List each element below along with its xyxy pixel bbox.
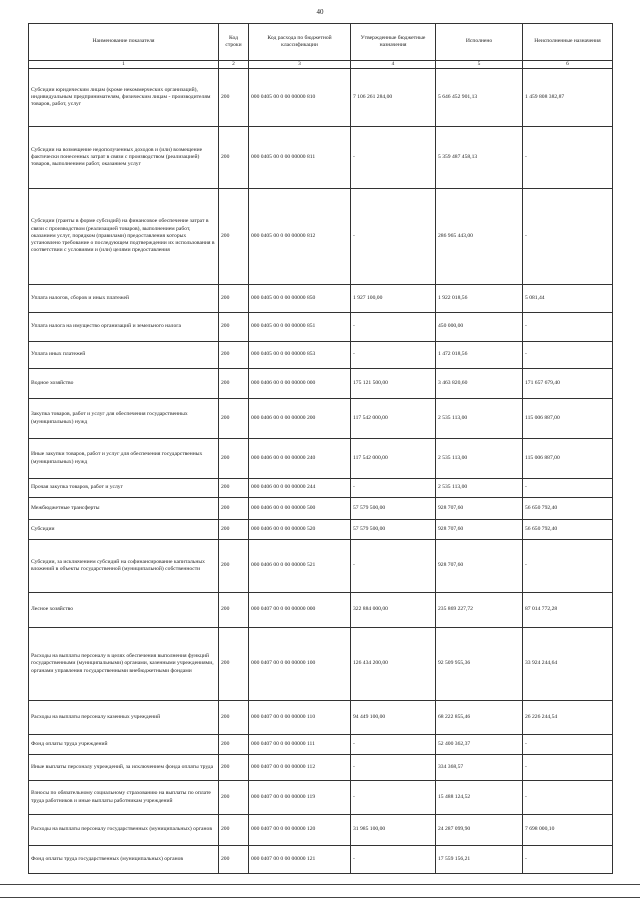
row-executed: 1 922 018,56 (436, 285, 523, 313)
row-approved: - (351, 735, 436, 755)
row-name: Расходы на выплаты персоналу государственных (муниципальных) органов (29, 815, 219, 846)
row-budget-code: 000 0405 00 0 00 00000 851 (249, 313, 351, 342)
row-line-code: 200 (219, 755, 249, 781)
header-approved: Утвержденные бюджетные назначения (351, 24, 436, 61)
row-approved: - (351, 755, 436, 781)
table-row (29, 439, 613, 479)
table-row (29, 498, 613, 520)
row-unexecuted: 115 006 887,00 (523, 439, 613, 479)
row-line-code: 200 (219, 285, 249, 313)
table-row (29, 342, 613, 369)
row-approved: - (351, 127, 436, 189)
row-line-code: 200 (219, 313, 249, 342)
row-executed: 17 559 156,21 (436, 846, 523, 874)
table-row (29, 846, 613, 874)
row-unexecuted: - (523, 755, 613, 781)
table-row (29, 69, 613, 127)
row-name: Субсидии юридическим лицам (кроме некоммерческих организаций), индивидуальным предпринимателям, физическим лицам - производителям товаров, работ, услуг (29, 69, 219, 127)
row-name: Расходы на выплаты персоналу в целях обеспечения выполнения функций государственными (муниципальными) органами, казенными учреждениями, органами управления государственными внебюджетными фондами (29, 628, 219, 701)
row-line-code: 200 (219, 189, 249, 285)
row-budget-code: 000 0406 00 0 00 00000 500 (249, 498, 351, 520)
row-approved: - (351, 846, 436, 874)
row-executed: 2 535 113,00 (436, 439, 523, 479)
row-line-code: 200 (219, 399, 249, 439)
column-number: 1 (29, 61, 219, 69)
table-row (29, 479, 613, 498)
row-line-code: 200 (219, 69, 249, 127)
column-number: 3 (249, 61, 351, 69)
row-unexecuted: 56 650 792,40 (523, 520, 613, 540)
row-executed: 1 472 018,56 (436, 342, 523, 369)
row-budget-code: 000 0406 00 0 00 00000 521 (249, 540, 351, 593)
row-line-code: 200 (219, 846, 249, 874)
row-name: Субсидии, за исключением субсидий на софинансирование капитальных вложений в объекты государственной (муниципальной) собственности (29, 540, 219, 593)
row-line-code: 200 (219, 540, 249, 593)
table-row (29, 127, 613, 189)
row-executed: 928 707,60 (436, 498, 523, 520)
table-row (29, 285, 613, 313)
table-row (29, 628, 613, 701)
table-row (29, 735, 613, 755)
row-approved: - (351, 479, 436, 498)
column-number: 2 (219, 61, 249, 69)
row-unexecuted: 5 081,44 (523, 285, 613, 313)
table-header-row (29, 24, 613, 61)
row-executed: 92 509 955,36 (436, 628, 523, 701)
row-approved: 31 985 100,00 (351, 815, 436, 846)
row-budget-code: 000 0407 00 0 00 00000 121 (249, 846, 351, 874)
row-name: Субсидии на возмещение недополученных доходов и (или) возмещение фактически понесенных затрат в связи с производством (реализацией) товаров, выполнением работ, оказанием услуг (29, 127, 219, 189)
row-name: Закупка товаров, работ и услуг для обеспечения государственных (муниципальных) нужд (29, 399, 219, 439)
table-row (29, 781, 613, 815)
row-executed: 928 707,60 (436, 520, 523, 540)
row-unexecuted: 26 226 244,54 (523, 701, 613, 735)
row-line-code: 200 (219, 520, 249, 540)
table-body (29, 69, 613, 874)
row-name: Иные выплаты персоналу учреждений, за исключением фонда оплаты труда (29, 755, 219, 781)
row-unexecuted: 56 650 792,40 (523, 498, 613, 520)
table-row (29, 520, 613, 540)
header-unexecuted: Неисполненные назначения (523, 24, 613, 61)
row-executed: 68 222 855,46 (436, 701, 523, 735)
table-row (29, 313, 613, 342)
row-unexecuted: - (523, 479, 613, 498)
budget-execution-table (28, 23, 613, 874)
row-unexecuted: - (523, 781, 613, 815)
row-name: Фонд оплаты труда учреждений (29, 735, 219, 755)
row-unexecuted: - (523, 540, 613, 593)
row-approved: - (351, 781, 436, 815)
row-approved: 126 434 200,00 (351, 628, 436, 701)
row-name: Взносы по обязательному социальному страхованию на выплаты по оплате труда работников и иные выплаты работникам учреждений (29, 781, 219, 815)
row-budget-code: 000 0407 00 0 00 00000 120 (249, 815, 351, 846)
table-row (29, 755, 613, 781)
row-name: Уплата иных платежей (29, 342, 219, 369)
row-approved: 94 449 100,00 (351, 701, 436, 735)
row-budget-code: 000 0407 00 0 00 00000 112 (249, 755, 351, 781)
page-bottom-rule (0, 897, 640, 898)
row-executed: 3 463 820,60 (436, 369, 523, 399)
table-row (29, 593, 613, 628)
row-executed: 2 535 113,00 (436, 479, 523, 498)
row-unexecuted: 115 006 887,00 (523, 399, 613, 439)
row-unexecuted: - (523, 313, 613, 342)
row-approved: 322 884 000,00 (351, 593, 436, 628)
row-approved: - (351, 540, 436, 593)
row-name: Иные закупки товаров, работ и услуг для обеспечения государственных (муниципальных) нужд (29, 439, 219, 479)
row-name: Фонд оплаты труда государственных (муниципальных) органов (29, 846, 219, 874)
page-number: 40 (316, 8, 324, 16)
row-name: Прочая закупка товаров, работ и услуг (29, 479, 219, 498)
row-name: Субсидии (29, 520, 219, 540)
column-number: 4 (351, 61, 436, 69)
row-executed: 450 000,00 (436, 313, 523, 342)
header-line-code: Код строки (219, 24, 249, 61)
row-line-code: 200 (219, 369, 249, 399)
row-executed: 928 707,60 (436, 540, 523, 593)
row-executed: 5 359 487 458,13 (436, 127, 523, 189)
row-budget-code: 000 0405 00 0 00 00000 810 (249, 69, 351, 127)
table-row (29, 815, 613, 846)
row-unexecuted: - (523, 735, 613, 755)
row-approved: - (351, 313, 436, 342)
table-row (29, 189, 613, 285)
row-unexecuted: - (523, 127, 613, 189)
row-name: Межбюджетные трансферты (29, 498, 219, 520)
row-name: Уплата налогов, сборов и иных платежей (29, 285, 219, 313)
column-number: 5 (436, 61, 523, 69)
row-line-code: 200 (219, 127, 249, 189)
row-approved: 175 121 500,00 (351, 369, 436, 399)
column-number-row (29, 61, 613, 69)
row-line-code: 200 (219, 342, 249, 369)
row-approved: 117 542 000,00 (351, 439, 436, 479)
row-line-code: 200 (219, 735, 249, 755)
header-executed: Исполнено (436, 24, 523, 61)
header-budget-code: Код расхода по бюджетной классификации (249, 24, 351, 61)
row-approved: - (351, 342, 436, 369)
row-budget-code: 000 0407 00 0 00 00000 100 (249, 628, 351, 701)
row-executed: 334 368,57 (436, 755, 523, 781)
row-name: Расходы на выплаты персоналу казенных учреждений (29, 701, 219, 735)
header-name: Наименование показателя (29, 24, 219, 61)
row-executed: 5 646 452 901,13 (436, 69, 523, 127)
row-budget-code: 000 0406 00 0 00 00000 200 (249, 399, 351, 439)
row-executed: 52 400 362,37 (436, 735, 523, 755)
row-line-code: 200 (219, 628, 249, 701)
row-executed: 235 869 227,72 (436, 593, 523, 628)
row-unexecuted: 1 459 808 382,87 (523, 69, 613, 127)
row-line-code: 200 (219, 815, 249, 846)
row-line-code: 200 (219, 781, 249, 815)
row-budget-code: 000 0406 00 0 00 00000 240 (249, 439, 351, 479)
row-line-code: 200 (219, 439, 249, 479)
row-name: Водное хозяйство (29, 369, 219, 399)
row-name: Субсидии (гранты в форме субсидий) на финансовое обеспечение затрат в связи с производством (реализацией товаров), выполнением работ, оказанием услуг, порядком (правилами) предоставления которых установлено требование о последующем подтверждении их использования в соответствии с условиями и (или) целями предоставления (29, 189, 219, 285)
row-name: Лесное хозяйство (29, 593, 219, 628)
row-budget-code: 000 0406 00 0 00 00000 520 (249, 520, 351, 540)
row-unexecuted: 171 657 679,40 (523, 369, 613, 399)
row-executed: 286 965 443,00 (436, 189, 523, 285)
row-budget-code: 000 0407 00 0 00 00000 000 (249, 593, 351, 628)
table-row (29, 369, 613, 399)
row-approved: 57 579 500,00 (351, 520, 436, 540)
row-budget-code: 000 0407 00 0 00 00000 119 (249, 781, 351, 815)
row-approved: - (351, 189, 436, 285)
row-approved: 57 579 500,00 (351, 498, 436, 520)
row-approved: 117 542 000,00 (351, 399, 436, 439)
row-approved: 7 106 261 284,00 (351, 69, 436, 127)
row-budget-code: 000 0407 00 0 00 00000 110 (249, 701, 351, 735)
table-row (29, 540, 613, 593)
row-budget-code: 000 0405 00 0 00 00000 853 (249, 342, 351, 369)
table-row (29, 701, 613, 735)
row-name: Уплата налога на имущество организаций и земельного налога (29, 313, 219, 342)
row-budget-code: 000 0405 00 0 00 00000 850 (249, 285, 351, 313)
row-unexecuted: 87 014 772,28 (523, 593, 613, 628)
row-unexecuted: - (523, 189, 613, 285)
column-number: 6 (523, 61, 613, 69)
row-approved: 1 927 100,00 (351, 285, 436, 313)
table-row (29, 399, 613, 439)
row-line-code: 200 (219, 701, 249, 735)
row-executed: 24 287 099,90 (436, 815, 523, 846)
row-budget-code: 000 0406 00 0 00 00000 000 (249, 369, 351, 399)
row-budget-code: 000 0405 00 0 00 00000 812 (249, 189, 351, 285)
row-budget-code: 000 0405 00 0 00 00000 811 (249, 127, 351, 189)
row-unexecuted: - (523, 846, 613, 874)
row-line-code: 200 (219, 498, 249, 520)
row-unexecuted: - (523, 342, 613, 369)
row-line-code: 200 (219, 479, 249, 498)
row-unexecuted: 7 698 000,10 (523, 815, 613, 846)
page-bottom-rule (0, 884, 640, 885)
row-budget-code: 000 0407 00 0 00 00000 111 (249, 735, 351, 755)
row-unexecuted: 33 924 244,64 (523, 628, 613, 701)
row-budget-code: 000 0406 00 0 00 00000 244 (249, 479, 351, 498)
row-executed: 2 535 113,00 (436, 399, 523, 439)
row-executed: 15 488 124,52 (436, 781, 523, 815)
row-line-code: 200 (219, 593, 249, 628)
